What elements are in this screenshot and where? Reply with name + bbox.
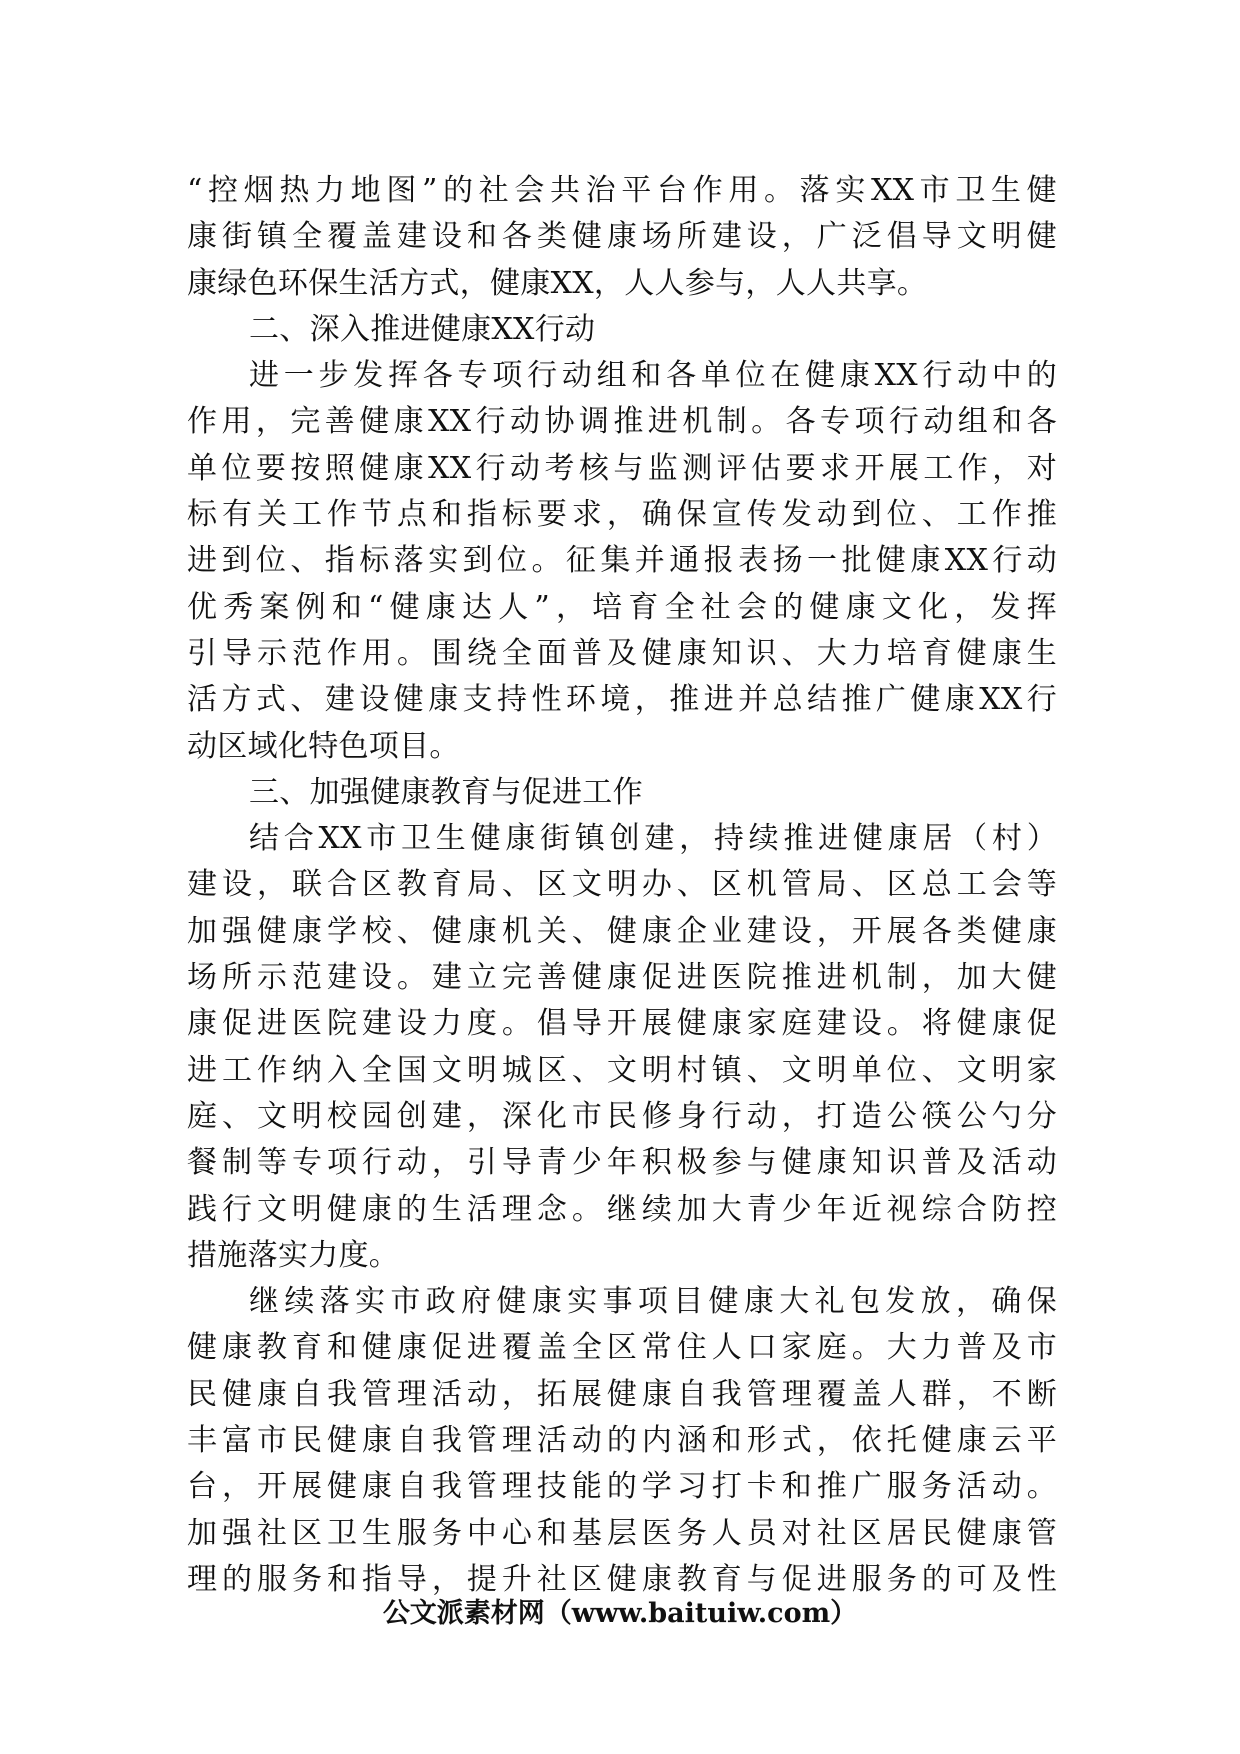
- body-line: 活方式、建设健康支持性环境，推进并总结推广健康XX行: [187, 682, 1057, 718]
- section-heading: 三、加强健康教育与促进工作: [249, 774, 643, 810]
- body-line: 民健康自我管理活动，拓展健康自我管理覆盖人群，不断: [187, 1376, 1057, 1412]
- body-line: 理的服务和指导，提升社区健康教育与促进服务的可及性: [187, 1561, 1057, 1597]
- body-line: 康街镇全覆盖建设和各类健康场所建设，广泛倡导文明健: [187, 219, 1057, 255]
- body-line: 标有关工作节点和指标要求，确保宣传发动到位、工作推: [187, 497, 1057, 533]
- body-line: 践行文明健康的生活理念。继续加大青少年近视综合防控: [187, 1191, 1057, 1227]
- body-line: 康促进医院建设力度。倡导开展健康家庭建设。将健康促: [187, 1006, 1057, 1042]
- body-line: 继续落实市政府健康实事项目健康大礼包发放，确保: [249, 1284, 1057, 1320]
- body-line: 引导示范作用。围绕全面普及健康知识、大力培育健康生: [187, 635, 1057, 671]
- body-line: 优秀案例和“健康达人”，培育全社会的健康文化，发挥: [187, 589, 1057, 625]
- body-line: 丰富市民健康自我管理活动的内涵和形式，依托健康云平: [187, 1423, 1057, 1459]
- body-line: 健康教育和健康促进覆盖全区常住人口家庭。大力普及市: [187, 1330, 1057, 1366]
- body-line: 进工作纳入全国文明城区、文明村镇、文明单位、文明家: [187, 1052, 1057, 1088]
- body-line: 台，开展健康自我管理技能的学习打卡和推广服务活动。: [187, 1469, 1057, 1505]
- body-line: 措施落实力度。: [187, 1237, 400, 1273]
- body-line: 加强健康学校、健康机关、健康企业建设，开展各类健康: [187, 913, 1057, 949]
- body-line: 作用，完善健康XX行动协调推进机制。各专项行动组和各: [187, 404, 1057, 440]
- body-line: 建设，联合区教育局、区文明办、区机管局、区总工会等: [187, 867, 1057, 903]
- body-line: 单位要按照健康XX行动考核与监测评估要求开展工作，对: [187, 450, 1057, 486]
- body-line: 庭、文明校园创建，深化市民修身行动，打造公筷公勺分: [187, 1098, 1057, 1134]
- body-line: “控烟热力地图”的社会共治平台作用。落实XX市卫生健: [187, 173, 1057, 208]
- body-line: 结合XX市卫生健康街镇创建，持续推进健康居（村）: [249, 821, 1057, 857]
- body-line: 进到位、指标落实到位。征集并通报表扬一批健康XX行动: [187, 543, 1057, 579]
- section-heading: 二、深入推进健康XX行动: [249, 311, 596, 347]
- body-line: 餐制等专项行动，引导青少年积极参与健康知识普及活动: [187, 1145, 1057, 1181]
- document-body: [187, 168, 1057, 1603]
- body-line: 康绿色环保生活方式，健康XX，人人参与，人人共享。: [187, 265, 928, 301]
- body-line: 进一步发挥各专项行动组和各单位在健康XX行动中的: [249, 358, 1057, 394]
- body-line: 动区域化特色项目。: [187, 728, 460, 764]
- body-line: 加强社区卫生服务中心和基层医务人员对社区居民健康管: [187, 1515, 1057, 1551]
- body-line: 场所示范建设。建立完善健康促进医院推进机制，加大健: [187, 960, 1057, 996]
- footer-watermark: 公文派素材网（www.baituiw.com）: [382, 1598, 858, 1629]
